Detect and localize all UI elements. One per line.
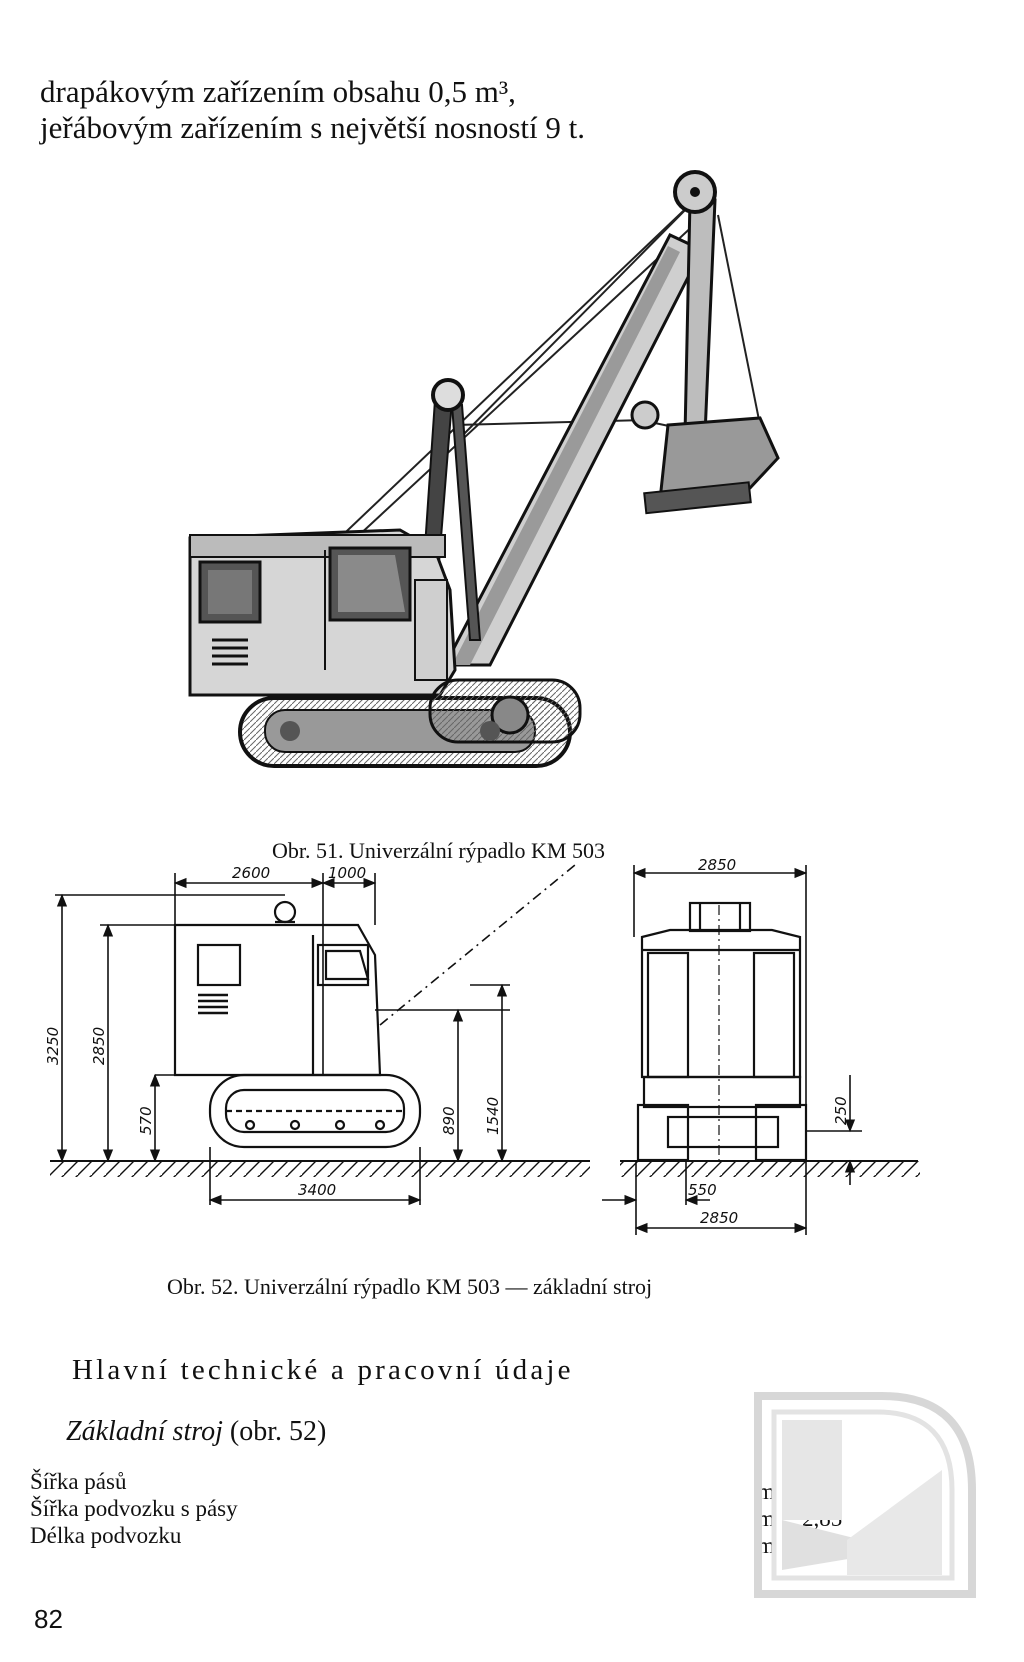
intro-text — [40, 74, 585, 146]
spec-unit: m — [757, 1533, 775, 1558]
dim-890: 890 — [440, 1106, 458, 1135]
spec-name: Délka podvozku — [30, 1523, 182, 1548]
intro-line-2: jeřábovým zařízením s největší nosností 9 t. — [40, 110, 585, 145]
dim-550: 550 — [688, 1181, 717, 1199]
spec-unit: m — [757, 1506, 775, 1531]
ground-hatch-right — [620, 1161, 920, 1177]
dim-3250: 3250 — [44, 1026, 62, 1065]
dim-3400: 3400 — [298, 1181, 337, 1199]
side-view — [175, 902, 420, 1147]
section-subheading — [66, 1416, 326, 1448]
spec-row — [30, 1468, 860, 1504]
specs-list — [30, 1468, 860, 1558]
spec-row — [30, 1495, 860, 1531]
intro-line-1: drapákovým zařízením obsahu 0,5 m³, — [40, 74, 516, 109]
spec-unit: m — [757, 1479, 775, 1504]
spec-name: Šířka pásů — [30, 1469, 127, 1494]
dim-2850-top: 2850 — [698, 856, 737, 874]
dimension-drawing — [44, 856, 920, 1275]
dim-250: 250 — [832, 1096, 850, 1125]
front-view — [638, 903, 806, 1160]
subheading-rest: (obr. 52) — [222, 1416, 327, 1447]
dim-570: 570 — [137, 1106, 155, 1135]
dim-1540: 1540 — [484, 1096, 502, 1135]
dim-2850: 2850 — [90, 1026, 108, 1065]
spec-name: Šířka podvozku s pásy — [30, 1496, 238, 1521]
spec-row — [30, 1522, 860, 1558]
page-number: 82 — [34, 1604, 63, 1634]
dim-2850-bottom: 2850 — [700, 1209, 739, 1227]
watermark-logo-icon — [752, 1390, 982, 1600]
figure-51-caption: Obr. 51. Univerzální rýpadlo KM 503 — [272, 838, 605, 863]
section-heading: Hlavní technické a pracovní údaje — [72, 1354, 574, 1386]
dim-2600: 2600 — [232, 864, 271, 882]
figure-52-caption: Obr. 52. Univerzální rýpadlo KM 503 — základní stroj — [167, 1274, 653, 1299]
subheading-italic: Základní stroj — [66, 1416, 223, 1447]
dim-1000: 1000 — [328, 864, 367, 882]
ground-hatch-left — [50, 1161, 590, 1177]
excavator-photo — [190, 170, 830, 810]
